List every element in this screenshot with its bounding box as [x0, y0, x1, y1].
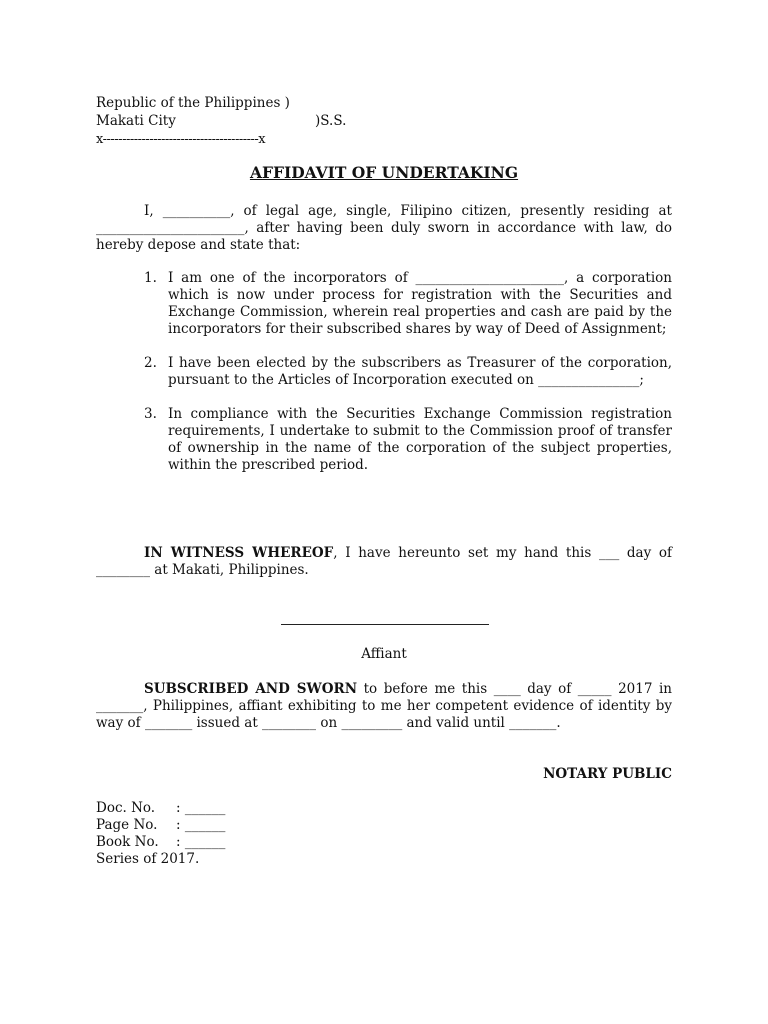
intro-paragraph: I, __________, of legal age, single, Filipino citizen, presently residing at ______________________, after having been duly sworn in accordance with law, do hereby depose and state that: [96, 203, 672, 253]
list-item-number: 2. [144, 355, 157, 371]
doc-info-label: Book No. [96, 834, 159, 850]
notary-public-label: NOTARY PUBLIC [543, 766, 672, 782]
list-item-text: I have been elected by the subscribers as Treasurer of the corporation, pursuant to the Articles of Incorporation executed on _______________; [168, 355, 672, 388]
document-title: AFFIDAVIT OF UNDERTAKING [249, 163, 519, 182]
list-item-number: 3. [144, 406, 157, 422]
jurat-heading: SUBSCRIBED AND SWORN [144, 681, 358, 697]
venue-republic: Republic of the Philippines ) [96, 95, 290, 111]
venue-ss: )S.S. [315, 113, 347, 129]
doc-info-value: : ______ [176, 834, 226, 850]
jurat-text: to before me this ____ day of _____ 2017 in _______, Philippines, affiant exhibiting to me her competent evidence of identity by way of _______ issued at ________ on _________ and valid until _______. [96, 681, 672, 731]
doc-info-row [96, 800, 225, 817]
venue-block [96, 95, 396, 149]
list-item-text: In compliance with the Securities Exchange Commission registration requirements, I undertake to submit to the Commission proof of transfer of ownership in the name of the corporation of the subject properties, within the prescribed period. [168, 406, 672, 473]
jurat-paragraph [96, 681, 672, 732]
statement-list [96, 270, 672, 474]
doc-info-row [96, 834, 225, 851]
list-item [96, 270, 672, 338]
list-item [96, 406, 672, 474]
venue-city: Makati City [96, 113, 176, 129]
witness-heading: IN WITNESS WHEREOF [144, 545, 334, 561]
list-item-number: 1. [144, 270, 157, 286]
witness-paragraph [96, 545, 672, 579]
venue-separator: x----------------------------------------x [96, 132, 266, 147]
series-line: Series of 2017. [96, 851, 200, 867]
list-item [96, 355, 672, 389]
doc-info-value: : ______ [176, 817, 226, 833]
witness-text: , I have hereunto set my hand this ___ day of ________ at Makati, Philippines. [96, 545, 673, 578]
doc-info-row [96, 817, 225, 834]
signature-line [281, 624, 489, 625]
venue-city-row [96, 113, 396, 131]
doc-info-label: Page No. [96, 817, 158, 833]
list-item-text: I am one of the incorporators of ______________________, a corporation which is now under process for registration with the Securities and Exchange Commission, wherein real properties and cash are paid by the incorporators for their subscribed shares by way of Deed of Assignment; [168, 270, 672, 337]
doc-info-value: : ______ [176, 800, 226, 816]
doc-info-block [96, 800, 225, 868]
affiant-label: Affiant [361, 646, 407, 662]
doc-info-label: Doc. No. [96, 800, 156, 816]
